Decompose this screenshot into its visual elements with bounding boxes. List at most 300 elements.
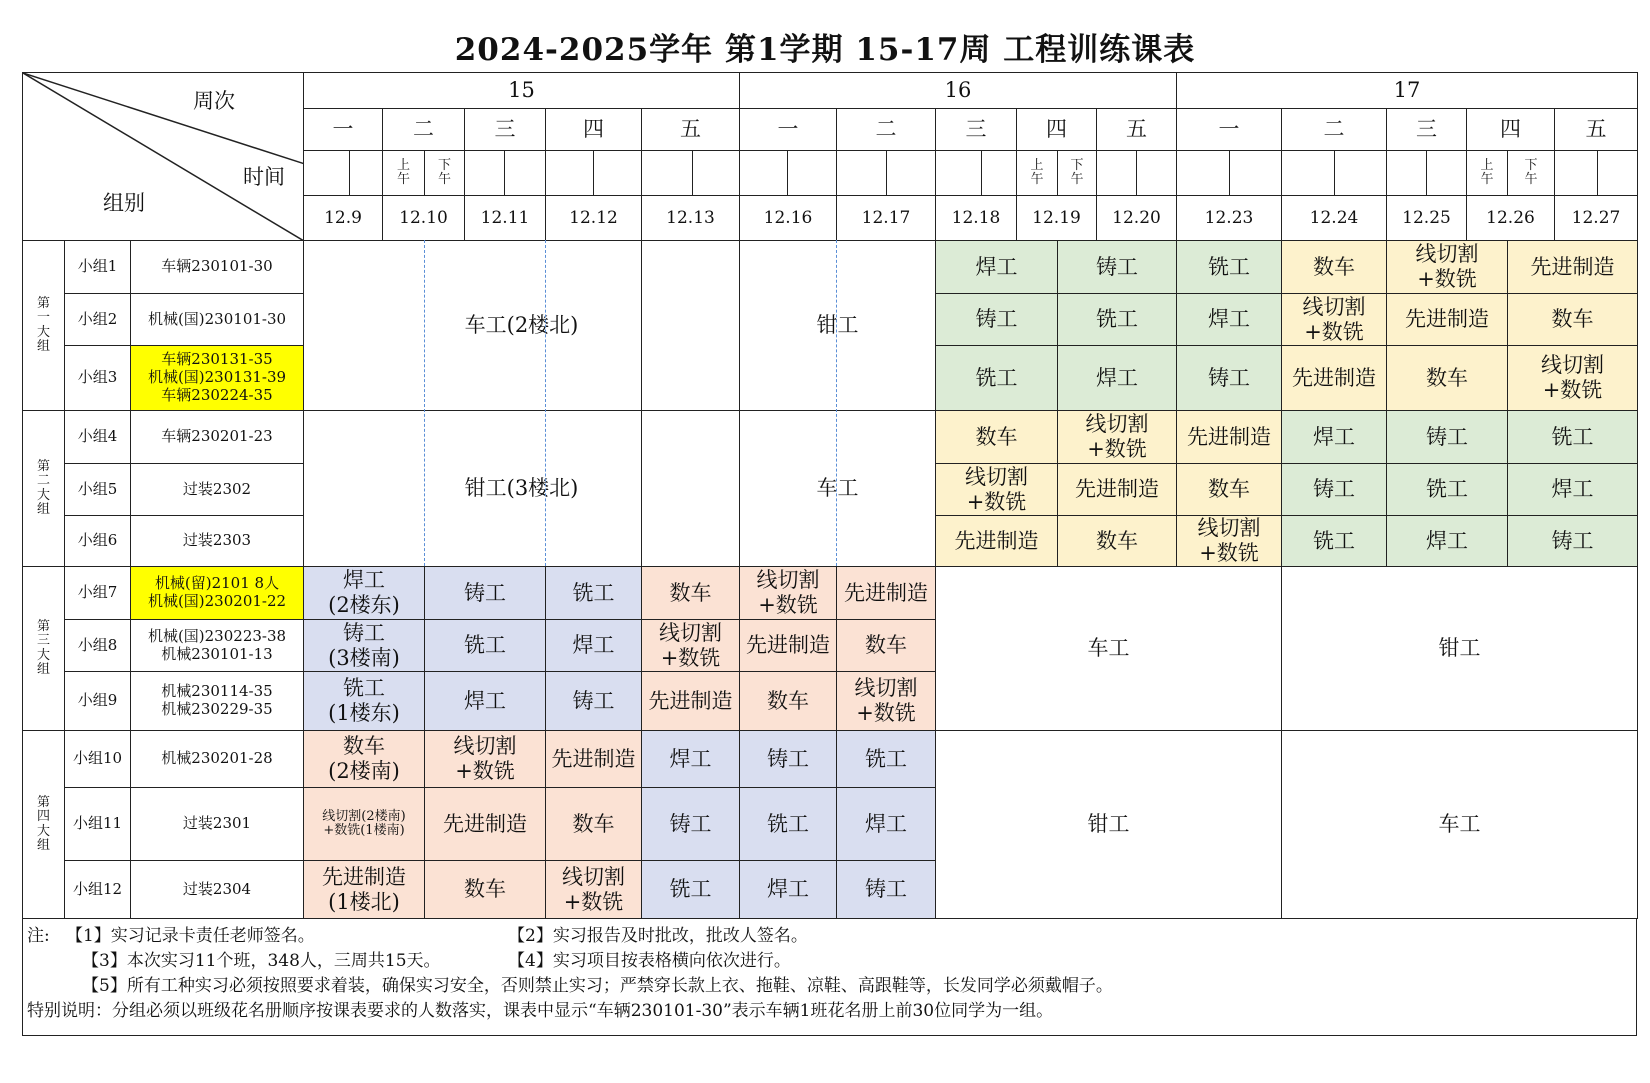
notes-section: [22, 918, 1637, 1036]
halfday-pm-text: 下 午: [1070, 157, 1084, 187]
halfday-cell: [464, 150, 505, 196]
rotation-top-r3-c6: [1507, 345, 1638, 411]
week-header-16-text: 16: [944, 78, 972, 103]
group-class-6-text: 过装2303: [182, 531, 252, 550]
group-name-7-text: 小组7: [77, 583, 118, 602]
group-class-12-text: 过装2304: [182, 879, 252, 898]
date-cell: [935, 195, 1017, 241]
date-cell-text: 12.9: [324, 207, 362, 228]
date-cell-text: 12.25: [1402, 207, 1451, 228]
group-class-3-text: 车辆230131-35 机械(国)230131-39 车辆230224-35: [147, 350, 287, 404]
group-name-1-text: 小组1: [77, 257, 118, 276]
group-name-3: [64, 345, 131, 411]
rotation-bottom-r2-c2-text: 铣工: [464, 633, 506, 658]
weekday-cell-text: 三: [494, 117, 516, 142]
rotation-top-r1-c1-text: 焊工: [975, 254, 1018, 279]
weekday-cell: [1176, 108, 1282, 151]
date-cell-text: 12.19: [1032, 207, 1081, 228]
rotation-bottom-r5-c5: [739, 787, 837, 861]
date-cell: [1466, 195, 1555, 241]
rotation-bottom-r4-c5: [739, 730, 837, 788]
weekday-cell-text: 五: [680, 117, 701, 142]
rotation-top-r2-c3-text: 焊工: [1208, 307, 1250, 332]
date-cell-text: 12.11: [480, 207, 530, 228]
date-cell-text: 12.16: [763, 207, 813, 228]
weekday-cell: [464, 108, 546, 151]
date-cell: [641, 195, 740, 241]
group-name-5-text: 小组5: [77, 479, 118, 498]
rotation-top-r4-c6: [1507, 410, 1638, 464]
rotation-bottom-r4-c4-text: 焊工: [669, 746, 712, 771]
rotation-top-r3-c2: [1057, 345, 1177, 411]
rotation-bottom-r4-c3-text: 先进制造: [551, 746, 636, 771]
rotation-top-r4-c5-text: 铸工: [1426, 424, 1468, 449]
merged-g4-w16: [935, 730, 1282, 919]
rotation-bottom-r1-c4-text: 数车: [669, 580, 712, 605]
rotation-top-r4-c2-text: 线切割 +数铣: [1085, 412, 1149, 461]
rotation-top-r1-c4-text: 数车: [1313, 254, 1355, 279]
group-class-11-text: 过装2301: [182, 814, 252, 833]
group-class-9-text: 机械230114-35 机械230229-35: [161, 682, 273, 718]
group-name-9-text: 小组9: [77, 691, 118, 710]
rotation-top-r4-c2: [1057, 410, 1177, 464]
date-cell: [464, 195, 546, 241]
rotation-bottom-r5-c2-text: 先进制造: [443, 811, 527, 836]
rotation-bottom-r2-c2: [424, 619, 546, 672]
rotation-top-r3-c4: [1281, 345, 1387, 411]
weekday-cell-text: 四: [1046, 117, 1067, 142]
weekday-cell: [836, 108, 936, 151]
rotation-top-r4-c3-text: 先进制造: [1187, 424, 1271, 449]
rotation-bottom-r3-c5-text: 数车: [767, 688, 809, 713]
rotation-top-r2-c5: [1386, 293, 1508, 346]
rotation-bottom-r4-c1-text: 数车 (2楼南): [328, 734, 400, 783]
weekday-cell: [382, 108, 465, 151]
group-name-8: [64, 619, 131, 672]
date-cell-text: 12.18: [951, 207, 1001, 228]
merged-g1-w16-text: 钳工: [816, 313, 859, 338]
halfday-cell: [303, 150, 350, 196]
rotation-top-r1-c2: [1057, 240, 1177, 294]
rotation-bottom-r6-c1: [303, 860, 425, 919]
merged-g4-w16-text: 钳工: [1087, 812, 1130, 837]
group-class-9: [130, 671, 304, 731]
group-class-2-text: 机械(国)230101-30: [147, 309, 287, 328]
rotation-top-r2-c4: [1281, 293, 1387, 346]
group-name-4-text: 小组4: [77, 427, 118, 446]
halfday-cell: [1386, 150, 1427, 196]
date-cell: [545, 195, 642, 241]
date-cell-text: 12.24: [1309, 207, 1359, 228]
rotation-top-r2-c1-text: 铸工: [975, 307, 1018, 332]
rotation-top-r6-c3-text: 线切割 +数铣: [1197, 516, 1261, 565]
rotation-bottom-r2-c6-text: 数车: [865, 633, 907, 658]
group-name-10: [64, 730, 131, 788]
merged-g3-w16-text: 车工: [1087, 636, 1130, 661]
halfday-pm: [424, 150, 465, 196]
rotation-bottom-r3-c4: [641, 671, 740, 731]
group-class-10: [130, 730, 304, 788]
weekday-cell: [1554, 108, 1638, 151]
rotation-top-r3-c5: [1386, 345, 1508, 411]
halfday-cell: [692, 150, 740, 196]
halfday-pm-text: 下 午: [1524, 157, 1538, 187]
halfday-pm-text: 下 午: [437, 157, 451, 187]
group-class-5-text: 过装2302: [182, 479, 252, 498]
rotation-top-r2-c3: [1176, 293, 1282, 346]
group-name-11: [64, 787, 131, 861]
rotation-bottom-r5-c4-text: 铸工: [669, 811, 712, 836]
rotation-top-r1-c1: [935, 240, 1058, 294]
weekday-cell-text: 二: [413, 117, 434, 142]
note-5: 【5】所有工种实习必须按照要求着装，确保实习安全，否则禁止实习；严禁穿长款上衣、拖鞋、凉鞋、高跟鞋等，长发同学必须戴帽子。: [82, 976, 1113, 996]
date-cell-text: 12.13: [666, 207, 715, 228]
rotation-top-r6-c5-text: 焊工: [1426, 528, 1468, 553]
rotation-top-r6-c2-text: 数车: [1096, 528, 1138, 553]
weekday-cell: [641, 108, 740, 151]
weekday-cell-text: 一: [1218, 117, 1240, 142]
rotation-top-r6-c4-text: 铣工: [1313, 528, 1355, 553]
rotation-bottom-r1-c1-text: 焊工 (2楼东): [328, 568, 400, 617]
group-name-2: [64, 293, 131, 346]
weekday-cell-text: 五: [1585, 117, 1607, 142]
halfday-cell: [1096, 150, 1137, 196]
corner-time-label: 时间: [243, 165, 285, 189]
rotation-bottom-r2-c5: [739, 619, 837, 672]
group-name-9: [64, 671, 131, 731]
halfday-pm: [1057, 150, 1097, 196]
rotation-top-r5-c6: [1507, 463, 1638, 516]
halfday-cell: [1176, 150, 1230, 196]
rotation-top-r6-c2: [1057, 515, 1177, 567]
group-name-6-text: 小组6: [77, 531, 118, 550]
rotation-top-r2-c2: [1057, 293, 1177, 346]
rotation-bottom-r4-c6-text: 铣工: [865, 746, 907, 771]
group-class-8-text: 机械(国)230223-38 机械230101-13: [147, 626, 287, 663]
halfday-pm: [1507, 150, 1555, 196]
rotation-bottom-r5-c3: [545, 787, 642, 861]
group-name-5: [64, 463, 131, 516]
rotation-bottom-r6-c5: [739, 860, 837, 919]
halfday-am-text: 上 午: [1030, 157, 1044, 187]
rotation-top-r6-c1-text: 先进制造: [954, 528, 1039, 553]
rotation-bottom-r1-c2-text: 铸工: [464, 580, 506, 605]
rotation-top-r4-c4-text: 焊工: [1313, 424, 1355, 449]
merged-g2-w16-text: 车工: [816, 476, 859, 501]
rotation-bottom-r2-c1-text: 铸工 (3楼南): [328, 620, 400, 670]
rotation-top-r2-c4-text: 线切割 +数铣: [1302, 294, 1366, 344]
rotation-top-r6-c6-text: 铸工: [1551, 528, 1594, 553]
merged-g2-w15: [303, 410, 740, 567]
rotation-top-r6-c6: [1507, 515, 1638, 567]
date-cell-text: 12.12: [569, 207, 618, 228]
rotation-top-r1-c5-text: 线切割 +数铣: [1415, 242, 1479, 291]
rotation-top-r6-c5: [1386, 515, 1508, 567]
rotation-bottom-r6-c3-text: 线切割 +数铣: [562, 864, 625, 914]
rotation-top-r5-c6-text: 焊工: [1551, 477, 1594, 502]
rotation-bottom-r2-c3: [545, 619, 642, 672]
rotation-bottom-r4-c6: [836, 730, 936, 788]
rotation-top-r2-c1: [935, 293, 1058, 346]
note-1: 注: 【1】实习记录卡责任老师签名。: [27, 926, 315, 946]
corner-diagonals: [23, 73, 304, 241]
group-name-7: [64, 566, 131, 620]
merged-g1-w15: [303, 240, 740, 411]
rotation-bottom-r1-c3: [545, 566, 642, 620]
rotation-bottom-r1-c6-text: 先进制造: [844, 580, 928, 605]
halfday-cell: [1554, 150, 1598, 196]
halfday-cell: [981, 150, 1017, 196]
big-group-1-text: 第 一 大 组: [36, 295, 50, 354]
weekday-cell: [1281, 108, 1387, 151]
big-group-3: [22, 566, 65, 731]
rotation-top-r6-c1: [935, 515, 1058, 567]
rotation-top-r2-c6-text: 数车: [1551, 307, 1594, 332]
group-class-12: [130, 860, 304, 919]
rotation-bottom-r4-c3: [545, 730, 642, 788]
rotation-top-r4-c5: [1386, 410, 1508, 464]
rotation-bottom-r3-c3-text: 铸工: [572, 688, 615, 713]
rotation-top-r3-c5-text: 数车: [1426, 365, 1468, 390]
big-group-3-text: 第 三 大 组: [36, 618, 50, 677]
weekday-cell: [1466, 108, 1555, 151]
weekday-cell-text: 三: [1416, 117, 1437, 142]
halfday-am-text: 上 午: [396, 157, 410, 187]
note-4: 【4】实习项目按表格横向依次进行。: [508, 951, 791, 971]
rotation-top-r2-c5-text: 先进制造: [1405, 307, 1489, 332]
rotation-top-r3-c4-text: 先进制造: [1292, 365, 1376, 390]
big-group-4-text: 第 四 大 组: [36, 794, 50, 853]
weekday-cell: [1386, 108, 1467, 151]
date-cell: [1386, 195, 1467, 241]
rotation-bottom-r1-c3-text: 铣工: [572, 580, 615, 605]
rotation-bottom-r4-c4: [641, 730, 740, 788]
rotation-bottom-r3-c4-text: 先进制造: [648, 688, 733, 713]
rotation-top-r5-c4: [1281, 463, 1387, 516]
merged-g3-w17: [1281, 566, 1638, 731]
rotation-top-r3-c2-text: 焊工: [1096, 365, 1138, 390]
group-name-12-text: 小组12: [72, 879, 123, 898]
rotation-bottom-r4-c2-text: 线切割 +数铣: [453, 734, 517, 783]
rotation-bottom-r2-c5-text: 先进制造: [746, 633, 830, 658]
group-name-6: [64, 515, 131, 567]
week-header-16: [739, 72, 1177, 109]
rotation-bottom-r4-c2: [424, 730, 546, 788]
group-class-11: [130, 787, 304, 861]
merged-g4-w17: [1281, 730, 1638, 919]
date-cell: [303, 195, 383, 241]
rotation-bottom-r2-c4: [641, 619, 740, 672]
rotation-top-r3-c1-text: 铣工: [975, 365, 1018, 390]
rotation-top-r3-c1: [935, 345, 1058, 411]
big-group-4: [22, 730, 65, 919]
date-cell: [1176, 195, 1282, 241]
halfday-cell: [349, 150, 383, 196]
weekday-cell-text: 四: [1500, 117, 1521, 142]
rotation-bottom-r1-c1: [303, 566, 425, 620]
rotation-bottom-r2-c1: [303, 619, 425, 672]
corner-diagonal-1: [23, 73, 304, 241]
group-name-1: [64, 240, 131, 294]
group-class-2: [130, 293, 304, 346]
rotation-top-r2-c2-text: 铣工: [1096, 307, 1138, 332]
rotation-bottom-r1-c5: [739, 566, 837, 620]
halfday-cell: [1597, 150, 1638, 196]
rotation-top-r1-c3: [1176, 240, 1282, 294]
group-class-6: [130, 515, 304, 567]
date-cell: [1554, 195, 1638, 241]
weekday-cell-text: 二: [875, 117, 897, 142]
rotation-bottom-r3-c6: [836, 671, 936, 731]
rotation-top-r1-c2-text: 铸工: [1096, 254, 1138, 279]
big-group-2-text: 第 二 大 组: [36, 458, 50, 517]
group-name-11-text: 小组11: [72, 814, 123, 833]
rotation-bottom-r3-c5: [739, 671, 837, 731]
rotation-top-r5-c1-text: 线切割 +数铣: [965, 464, 1028, 514]
rotation-top-r4-c1-text: 数车: [975, 424, 1018, 449]
weekday-cell: [545, 108, 642, 151]
halfday-cell: [836, 150, 887, 196]
header-corner: [22, 72, 304, 241]
corner-week-label: 周次: [193, 89, 235, 113]
rotation-bottom-r6-c1-text: 先进制造 (1楼北): [322, 864, 406, 914]
corner-group-label: 组别: [103, 191, 145, 215]
rotation-top-r6-c4: [1281, 515, 1387, 567]
group-name-12: [64, 860, 131, 919]
rotation-bottom-r6-c4-text: 铣工: [669, 877, 712, 902]
rotation-top-r4-c4: [1281, 410, 1387, 464]
rotation-bottom-r6-c6-text: 铸工: [865, 877, 907, 902]
rotation-top-r6-c3: [1176, 515, 1282, 567]
rotation-top-r3-c6-text: 线切割 +数铣: [1541, 353, 1604, 402]
rotation-bottom-r6-c3: [545, 860, 642, 919]
halfday-am: [1016, 150, 1058, 196]
rotation-bottom-r2-c3-text: 焊工: [572, 633, 615, 658]
corner-diagonal-2: [23, 73, 304, 164]
rotation-bottom-r3-c1: [303, 671, 425, 731]
date-cell: [1016, 195, 1097, 241]
rotation-bottom-r1-c2: [424, 566, 546, 620]
page-title: 2024-2025学年 第1学期 15-17周 工程训练课表: [454, 32, 1196, 68]
halfday-cell: [641, 150, 693, 196]
merged-g1-w15-text: 车工(2楼北): [464, 313, 579, 338]
note-3: 【3】本次实习11个班，348人，三周共15天。: [82, 951, 441, 971]
rotation-top-r4-c3: [1176, 410, 1282, 464]
merged-g2-w16: [739, 410, 936, 567]
rotation-bottom-r6-c5-text: 焊工: [767, 877, 809, 902]
day-separator: [836, 240, 837, 566]
rotation-bottom-r1-c4: [641, 566, 740, 620]
rotation-bottom-r6-c4: [641, 860, 740, 919]
merged-g3-w17-text: 钳工: [1438, 636, 1481, 661]
halfday-cell: [593, 150, 642, 196]
halfday-cell: [545, 150, 594, 196]
weekday-cell: [303, 108, 383, 151]
rotation-bottom-r3-c3: [545, 671, 642, 731]
merged-g2-w15-text: 钳工(3楼北): [464, 476, 579, 501]
halfday-am: [1466, 150, 1508, 196]
big-group-2: [22, 410, 65, 567]
rotation-top-r1-c6-text: 先进制造: [1530, 254, 1615, 279]
rotation-top-r3-c3: [1176, 345, 1282, 411]
rotation-top-r5-c2: [1057, 463, 1177, 516]
halfday-cell: [787, 150, 837, 196]
rotation-top-r4-c1: [935, 410, 1058, 464]
rotation-bottom-r3-c2-text: 焊工: [464, 688, 506, 713]
group-class-4-text: 车辆230201-23: [161, 427, 273, 446]
halfday-cell: [1334, 150, 1387, 196]
weekday-cell-text: 二: [1323, 117, 1345, 142]
rotation-bottom-r6-c2-text: 数车: [464, 877, 506, 902]
rotation-top-r3-c3-text: 铸工: [1208, 365, 1250, 390]
weekday-cell: [1016, 108, 1097, 151]
rotation-top-r5-c4-text: 铸工: [1313, 477, 1355, 502]
rotation-bottom-r2-c4-text: 线切割 +数铣: [659, 620, 722, 670]
group-name-10-text: 小组10: [72, 749, 123, 768]
halfday-cell: [1426, 150, 1467, 196]
rotation-bottom-r3-c2: [424, 671, 546, 731]
rotation-bottom-r5-c6-text: 焊工: [865, 811, 907, 836]
rotation-top-r2-c6: [1507, 293, 1638, 346]
rotation-bottom-r5-c2: [424, 787, 546, 861]
group-class-1-text: 车辆230101-30: [161, 257, 273, 276]
rotation-bottom-r6-c6: [836, 860, 936, 919]
rotation-top-r4-c6-text: 铣工: [1551, 424, 1594, 449]
halfday-cell: [935, 150, 982, 196]
rotation-top-r1-c4: [1281, 240, 1387, 294]
rotation-top-r1-c6: [1507, 240, 1638, 294]
rotation-top-r5-c1: [935, 463, 1058, 516]
rotation-bottom-r1-c6: [836, 566, 936, 620]
group-name-8-text: 小组8: [77, 635, 118, 654]
date-cell-text: 12.27: [1571, 207, 1621, 228]
group-class-4: [130, 410, 304, 464]
rotation-top-r5-c3: [1176, 463, 1282, 516]
weekday-cell-text: 五: [1126, 117, 1147, 142]
weekday-cell-text: 一: [777, 117, 799, 142]
big-group-1: [22, 240, 65, 411]
week-header-17: [1176, 72, 1638, 109]
halfday-cell: [1136, 150, 1177, 196]
rotation-top-r5-c5-text: 铣工: [1426, 477, 1468, 502]
rotation-top-r5-c5: [1386, 463, 1508, 516]
date-cell: [382, 195, 465, 241]
rotation-bottom-r1-c5-text: 线切割 +数铣: [756, 568, 820, 617]
date-cell: [739, 195, 837, 241]
group-name-3-text: 小组3: [77, 368, 118, 387]
rotation-top-r5-c3-text: 数车: [1208, 477, 1250, 502]
merged-g4-w17-text: 车工: [1438, 812, 1481, 837]
date-cell-text: 12.23: [1204, 207, 1254, 228]
day-separator: [641, 240, 642, 566]
group-class-7: [130, 566, 304, 620]
rotation-top-r1-c5: [1386, 240, 1508, 294]
halfday-cell: [504, 150, 546, 196]
halfday-am-text: 上 午: [1480, 157, 1494, 187]
group-class-10-text: 机械230201-28: [161, 749, 273, 768]
merged-g3-w16: [935, 566, 1282, 731]
group-class-7-text: 机械(留)2101 8人 机械(国)230201-22: [147, 574, 287, 610]
halfday-cell: [739, 150, 788, 196]
merged-g1-w16: [739, 240, 936, 411]
day-separator: [545, 240, 546, 566]
group-class-5: [130, 463, 304, 516]
group-name-2-text: 小组2: [77, 309, 118, 328]
group-class-8: [130, 619, 304, 672]
rotation-bottom-r4-c1: [303, 730, 425, 788]
note-2: 【2】实习报告及时批改，批改人签名。: [508, 926, 808, 946]
week-header-17-text: 17: [1393, 78, 1421, 103]
